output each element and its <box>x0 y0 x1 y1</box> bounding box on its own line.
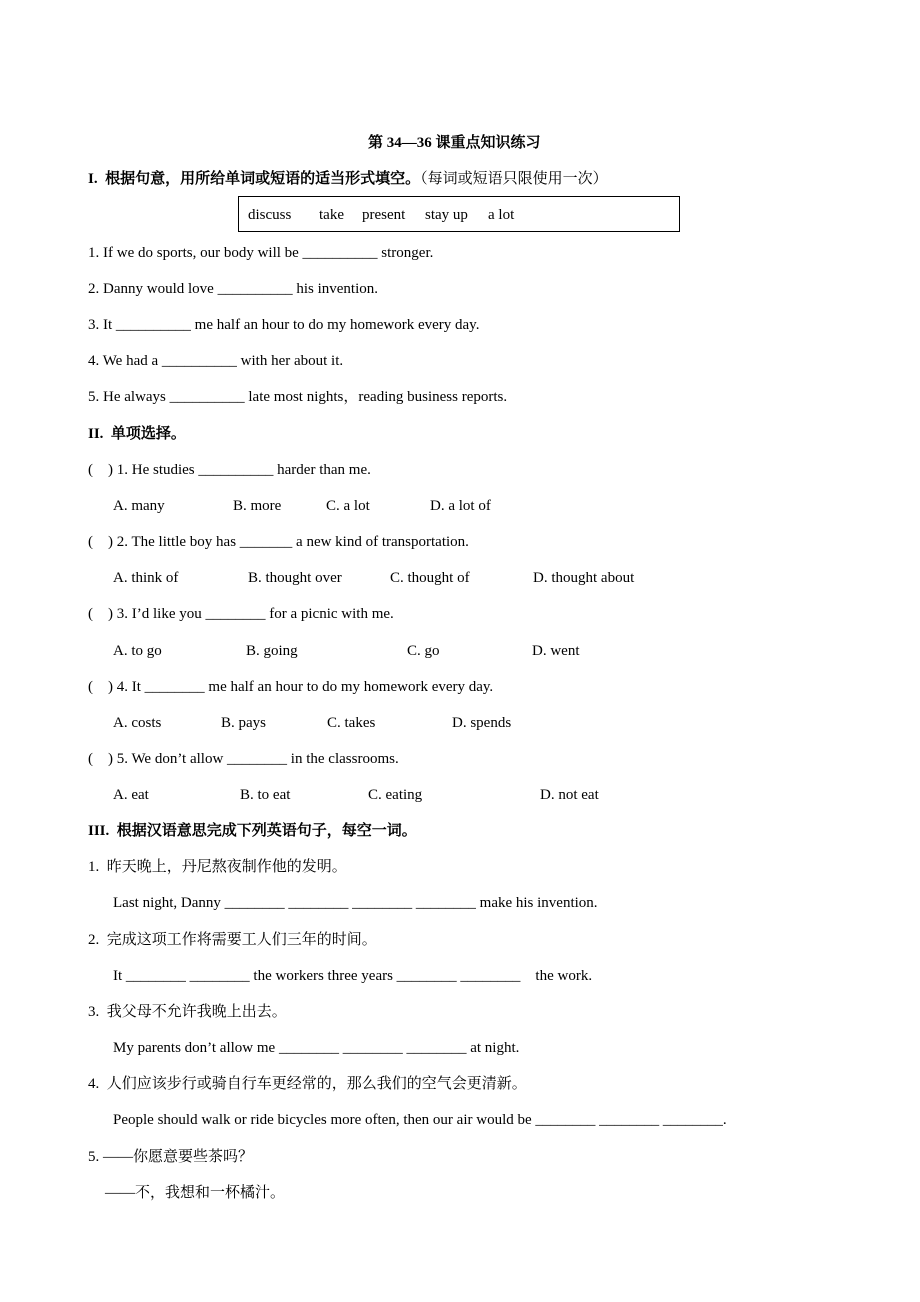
question-stem: ( ) 2. The little boy has _______ a new kind of transportation. <box>88 534 469 550</box>
option-b: B. pays <box>221 715 266 731</box>
word-bank-item: a lot <box>488 207 515 223</box>
translation-chinese: 4. 人们应该步行或骑自行车更经常的，那么我们的空气会更清新。 <box>88 1076 527 1092</box>
section-1-heading-text: I. 根据句意，用所给单词或短语的适当形式填空。 <box>88 171 421 187</box>
question-stem: ( ) 3. I’d like you ________ for a picnic with me. <box>88 606 394 622</box>
option-c: C. eating <box>368 787 423 803</box>
option-d: D. went <box>532 643 580 659</box>
section-1-item: 1. If we do sports, our body will be __________ stronger. <box>88 245 434 261</box>
section-1-heading <box>88 169 608 189</box>
section-1-item: 2. Danny would love __________ his invention. <box>88 281 378 297</box>
option-c: C. thought of <box>390 570 470 586</box>
translation-english: People should walk or ride bicycles more often, then our air would be ________ ________ ________. <box>113 1112 727 1128</box>
option-d: D. not eat <box>540 787 599 803</box>
question-stem: ( ) 1. He studies __________ harder than me. <box>88 462 371 478</box>
option-d: D. thought about <box>533 570 635 586</box>
translation-dialogue-reply: ——不，我想和一杯橘汁。 <box>105 1185 286 1201</box>
section-1-item: 4. We had a __________ with her about it. <box>88 353 344 369</box>
option-b: B. thought over <box>248 570 342 586</box>
section-1-note: （每词或短语只限使用一次） <box>420 171 608 187</box>
option-a: A. think of <box>113 570 179 586</box>
option-a: A. costs <box>113 715 162 731</box>
word-bank-box <box>238 196 680 232</box>
question-stem: ( ) 5. We don’t allow ________ in the classrooms. <box>88 751 399 767</box>
option-a: A. to go <box>113 643 162 659</box>
option-a: A. eat <box>113 787 149 803</box>
translation-english: It ________ ________ the workers three years ________ ________ the work. <box>113 968 593 984</box>
word-bank-item: discuss <box>248 207 292 223</box>
section-1-item: 3. It __________ me half an hour to do my homework every day. <box>88 317 480 333</box>
section-2-heading: II. 单项选择。 <box>88 426 186 442</box>
translation-chinese: 5. ——你愿意要些茶吗？ <box>88 1149 254 1165</box>
word-bank-item: stay up <box>425 207 468 223</box>
option-c: C. takes <box>327 715 376 731</box>
word-bank-item: present <box>362 207 406 223</box>
translation-chinese: 1. 昨天晚上，丹尼熬夜制作他的发明。 <box>88 859 347 875</box>
option-d: D. a lot of <box>430 498 491 514</box>
page-title: 第 34—36 课重点知识练习 <box>368 135 541 151</box>
option-b: B. more <box>233 498 282 514</box>
translation-english: Last night, Danny ________ ________ ________ ________ make his invention. <box>113 895 598 911</box>
option-b: B. going <box>246 643 298 659</box>
section-3-heading: III. 根据汉语意思完成下列英语句子，每空一词。 <box>88 823 417 839</box>
translation-chinese: 2. 完成这项工作将需要工人们三年的时间。 <box>88 932 377 948</box>
section-1-item: 5. He always __________ late most nights，reading business reports. <box>88 389 508 405</box>
option-c: C. a lot <box>326 498 370 514</box>
translation-chinese: 3. 我父母不允许我晚上出去。 <box>88 1004 287 1020</box>
option-a: A. many <box>113 498 165 514</box>
question-stem: ( ) 4. It ________ me half an hour to do my homework every day. <box>88 679 494 695</box>
option-d: D. spends <box>452 715 512 731</box>
option-b: B. to eat <box>240 787 291 803</box>
translation-english: My parents don’t allow me ________ ________ ________ at night. <box>113 1040 520 1056</box>
word-bank-item: take <box>319 207 344 223</box>
option-c: C. go <box>407 643 440 659</box>
